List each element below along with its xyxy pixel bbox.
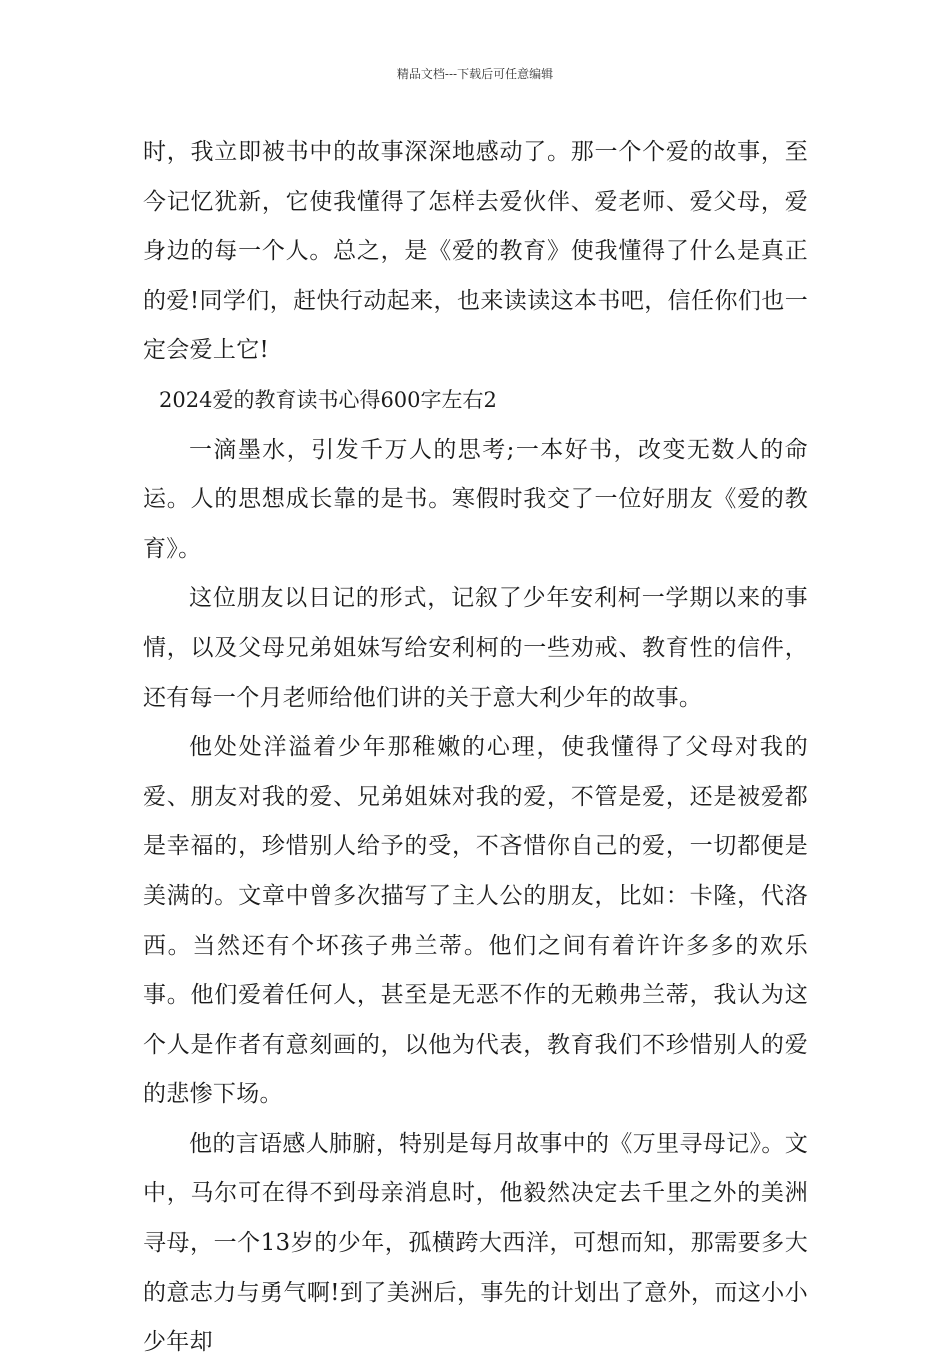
document-body xyxy=(143,128,808,1368)
page-header: 精品文档---下载后可任意编辑 xyxy=(396,67,554,81)
paragraph: 这位朋友以日记的形式，记叙了少年安利柯一学期以来的事情，以及父母兄弟姐妹写给安利柯的一些劝戒、教育性的信件，还有每一个月老师给他们讲的关于意大利少年的故事。 xyxy=(143,585,808,711)
section-heading: 2024爱的教育读书心得600字左右2 xyxy=(159,387,497,412)
paragraph-continuation: 时，我立即被书中的故事深深地感动了。那一个个爱的故事，至今记忆犹新，它使我懂得了怎样去爱伙伴、爱老师、爱父母，爱身边的每一个人。总之，是《爱的教育》使我懂得了什么是真正的爱!同学们，赶快行动起来，也来读读这本书吧，信任你们也一定会爱上它! xyxy=(143,139,808,364)
paragraph: 一滴墨水，引发千万人的思考;一本好书，改变无数人的命运。人的思想成长靠的是书。寒假时我交了一位好朋友《爱的教育》。 xyxy=(143,436,808,562)
paragraph: 他的言语感人肺腑，特别是每月故事中的《万里寻母记》。文中，马尔可在得不到母亲消息时，他毅然决定去千里之外的美洲寻母，一个13岁的少年，孤横跨大西洋，可想而知，那需要多大的意志力与勇气啊!到了美洲后，事先的计划出了意外，而这小小少年却 xyxy=(143,1130,808,1356)
paragraph: 他处处洋溢着少年那稚嫩的心理，使我懂得了父母对我的爱、朋友对我的爱、兄弟姐妹对我的爱，不管是爱，还是被爱都是幸福的，珍惜别人给予的受，不吝惜你自己的爱，一切都便是美满的。文章中曾多次描写了主人公的朋友，比如：卡隆，代洛西。当然还有个坏孩子弗兰蒂。他们之间有着许许多多的欢乐事。他们爱着任何人，甚至是无恶不作的无赖弗兰蒂，我认为这个人是作者有意刻画的，以他为代表，教育我们不珍惜别人的爱的悲惨下场。 xyxy=(143,734,808,1108)
